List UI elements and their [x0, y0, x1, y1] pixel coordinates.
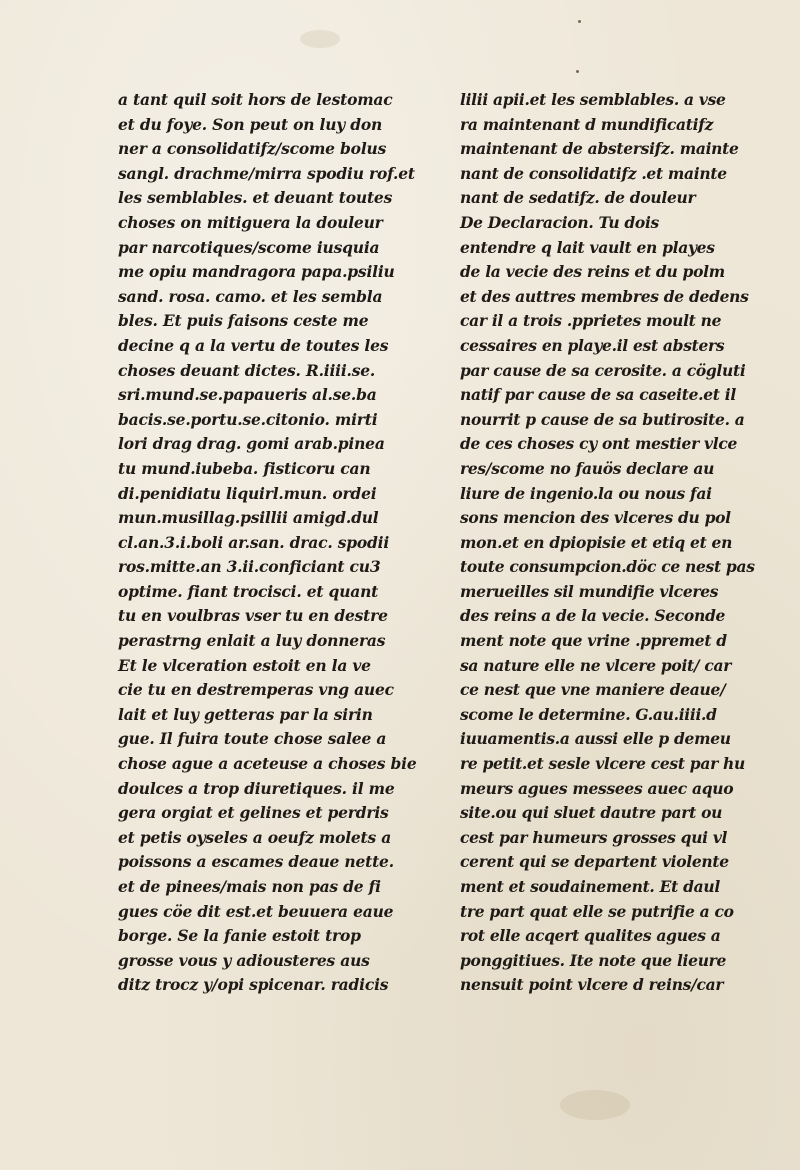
text-line: tre part quat elle se putrifie a co: [460, 901, 734, 921]
text-line: gera orgiat et gelines et perdris: [118, 803, 389, 823]
text-line: cl.an.3.i.boli ar.san. drac. spodii: [118, 532, 390, 552]
text-line: me opiu mandragora papa.psiliu: [118, 262, 395, 282]
text-line: et de pinees/mais non pas de fi: [118, 877, 381, 896]
text-line: maintenant de abstersifz. mainte: [460, 139, 739, 159]
text-line: lilii apii.et les semblables. a vse: [460, 90, 726, 109]
text-line: lait et luy getteras par la sirin: [118, 704, 373, 724]
text-line: mun.musillag.psillii amigd.dul: [118, 508, 379, 528]
text-line: car il a trois .pprietes moult ne: [460, 311, 722, 331]
text-line: ment note que vrine .ppremet d: [460, 631, 727, 651]
text-line: chose ague a aceteuse a choses bie: [118, 754, 417, 774]
text-line: de ces choses cy ont mestier vlce: [460, 434, 738, 454]
text-line: sons mencion des vlceres du pol: [460, 508, 731, 528]
text-line: Et le vlceration estoit en la ve: [118, 655, 371, 675]
text-line: des reins a de la vecie. Seconde: [460, 606, 726, 626]
ink-speck: [576, 70, 579, 73]
text-line: tu mund.iubeba. fisticoru can: [118, 458, 371, 478]
text-line: ponggitiues. Ite note que lieure: [460, 950, 727, 970]
text-line: De Declaracion. Tu dois: [460, 212, 659, 232]
text-line: nant de sedatifz. de douleur: [460, 188, 696, 208]
text-line: sri.mund.se.papaueris al.se.ba: [118, 385, 377, 405]
text-line: bacis.se.portu.se.citonio. mirti: [118, 409, 378, 429]
text-line: re petit.et sesle vlcere cest par hu: [460, 754, 745, 774]
text-line: mon.et en dpiopisie et etiq et en: [460, 532, 733, 552]
text-line: nant de consolidatifz .et mainte: [460, 163, 727, 183]
text-line: poissons a escames deaue nette.: [118, 852, 394, 872]
text-line: cest par humeurs grosses qui vl: [460, 827, 728, 847]
text-line: cessaires en playe.il est absters: [460, 335, 725, 355]
text-line: a tant quil soit hors de lestomac: [118, 90, 393, 109]
text-line: sangl. drachme/mirra spodiu rof.et: [118, 163, 415, 183]
text-line: de la vecie des reins et du polm: [460, 262, 725, 282]
text-line: toute consumpcion.döc ce nest pas: [460, 557, 755, 577]
text-line: gue. Il fuira toute chose salee a: [118, 729, 387, 749]
text-line: site.ou qui sluet dautre part ou: [460, 803, 723, 823]
text-line: doulces a trop diuretiques. il me: [118, 778, 395, 798]
text-line: meurs agues messees auec aquo: [460, 778, 734, 798]
text-line: bles. Et puis faisons ceste me: [118, 311, 369, 331]
text-line: choses on mitiguera la douleur: [118, 212, 383, 232]
text-line: sa nature elle ne vlcere poit/ car: [460, 655, 732, 675]
text-line: ros.mitte.an 3.ii.conficiant cu3: [118, 557, 381, 577]
text-line: nourrit p cause de sa butirosite. a: [460, 409, 745, 429]
text-line: et des auttres membres de dedens: [460, 286, 749, 306]
text-line: sand. rosa. camo. et les sembla: [118, 286, 383, 306]
text-line: entendre q lait vault en playes: [460, 237, 715, 257]
text-line: di.penidiatu liquirl.mun. ordei: [118, 483, 377, 503]
text-line: les semblables. et deuant toutes: [118, 188, 393, 208]
right-text-column: [460, 88, 800, 998]
text-line: et du foye. Son peut on luy don: [118, 114, 383, 134]
text-line: decine q a la vertu de toutes les: [118, 335, 389, 355]
text-line: et petis oyseles a oeufz molets a: [118, 827, 392, 847]
text-line: gues cöe dit est.et beuuera eaue: [118, 901, 394, 921]
text-line: cerent qui se departent violente: [460, 852, 729, 872]
text-line: ner a consolidatifz/scome bolus: [118, 139, 387, 159]
text-line: ce nest que vne maniere deaue/: [460, 680, 726, 700]
ink-speck: [578, 20, 581, 23]
text-line: par cause de sa cerosite. a cögluti: [460, 360, 746, 380]
text-line: merueilles sil mundifie vlceres: [460, 581, 719, 601]
text-line: ment et soudainement. Et daul: [460, 877, 720, 896]
text-line: tu en voulbras vser tu en destre: [118, 606, 388, 626]
page-stain: [300, 30, 340, 48]
text-line: iuuamentis.a aussi elle p demeu: [460, 729, 731, 749]
text-line: ditz trocz y/opi spicenar. radicis: [118, 975, 389, 995]
text-line: scome le determine. G.au.iiii.d: [460, 704, 717, 724]
page-stain: [560, 1090, 630, 1120]
text-line: perastrng enlait a luy donneras: [118, 631, 386, 651]
text-line: borge. Se la fanie estoit trop: [118, 926, 361, 946]
text-line: liure de ingenio.la ou nous fai: [460, 483, 712, 503]
text-line: ra maintenant d mundificatifz: [460, 114, 714, 134]
text-line: lori drag drag. gomi arab.pinea: [118, 434, 385, 454]
text-line: natif par cause de sa caseite.et il: [460, 385, 736, 405]
text-line: res/scome no fauös declare au: [460, 458, 715, 478]
text-line: par narcotiques/scome iusquia: [118, 237, 380, 257]
text-line: rot elle acqert qualites agues a: [460, 926, 721, 946]
text-line: choses deuant dictes. R.iiii.se.: [118, 360, 376, 380]
text-line: nensuit point vlcere d reins/car: [460, 975, 724, 995]
text-line: cie tu en destremperas vng auec: [118, 680, 394, 700]
left-text-column: [118, 88, 468, 998]
text-line: grosse vous y adiousteres aus: [118, 950, 370, 970]
text-line: optime. fiant trocisci. et quant: [118, 581, 379, 601]
